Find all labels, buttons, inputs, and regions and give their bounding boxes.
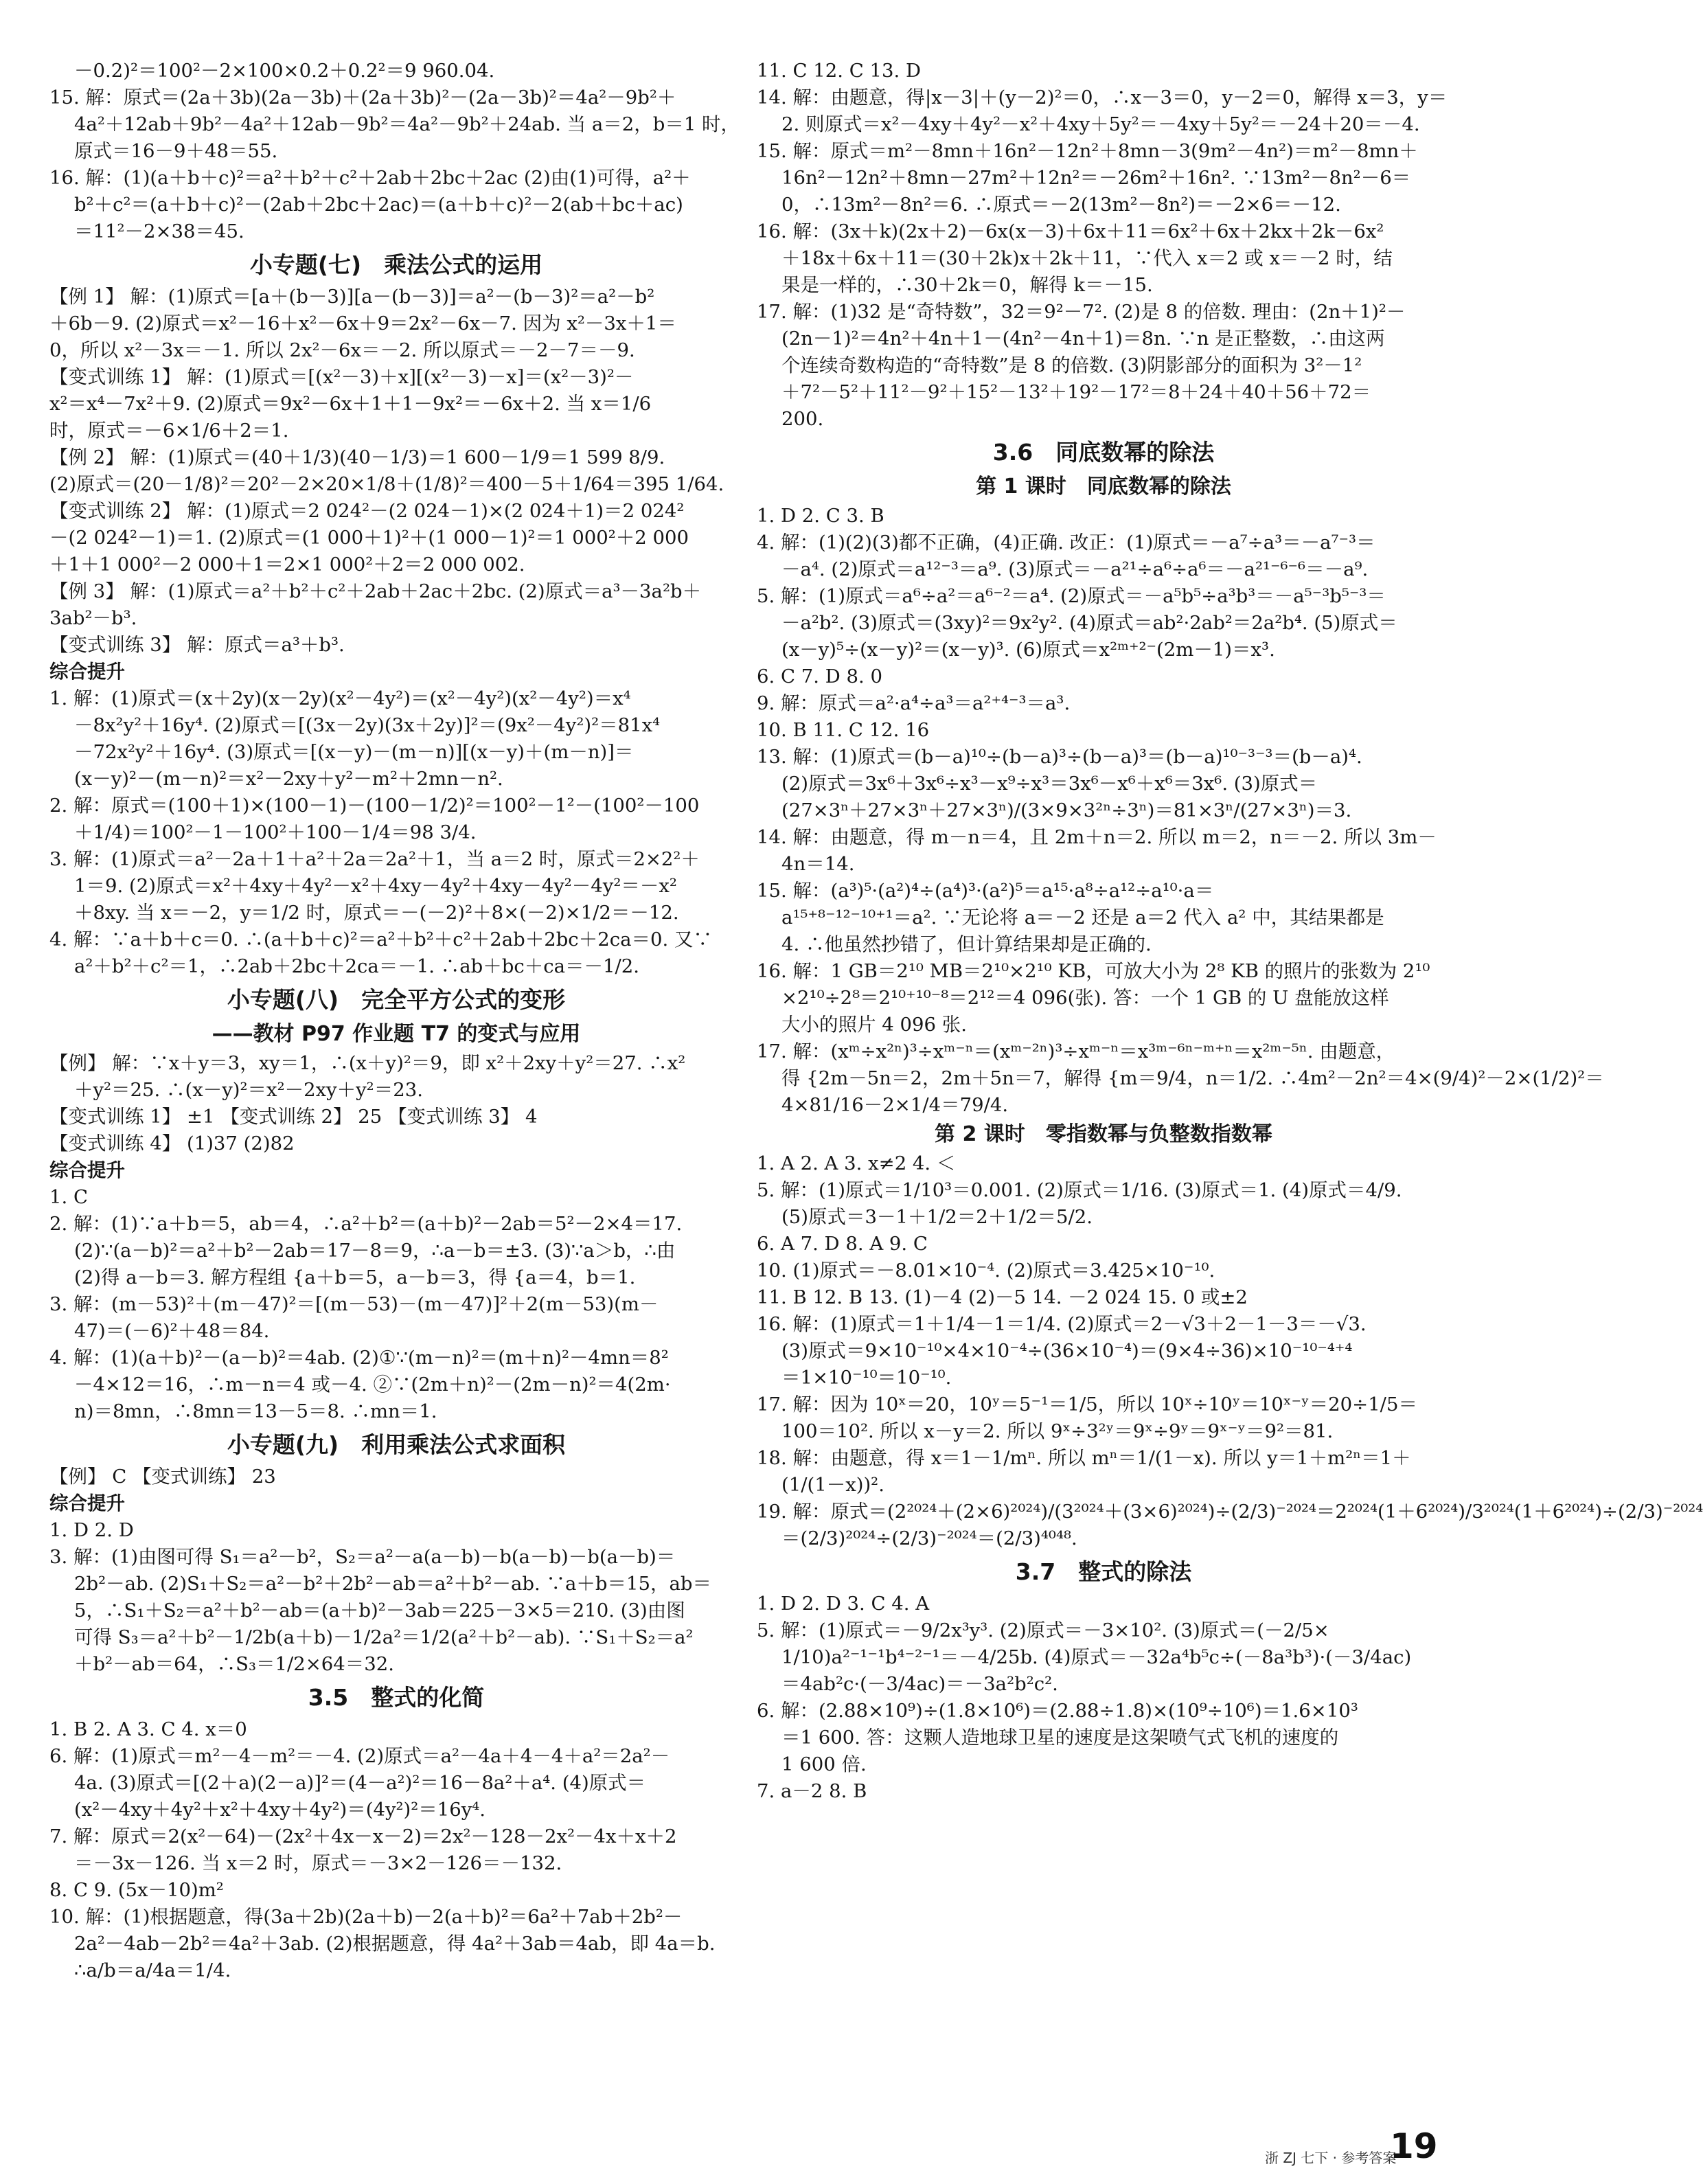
answer-line: 13. 解：(1)原式＝(b－a)¹⁰÷(b－a)³÷(b－a)³＝(b－a)¹⁰⁻³⁻³＝(b－a)⁴. [757,746,1362,768]
left-column [49,58,743,1984]
answer-line: a¹⁵⁺⁸⁻¹²⁻¹⁰⁺¹＝a². ∵无论将 a＝－2 还是 a＝2 代入 a² 中，其结果都是 [781,907,1384,929]
answer-line: ＝11²－2×38＝45. [74,220,244,242]
answer-line: 3. 解：(1)原式＝a²－2a＋1＋a²＋2a＝2a²＋1，当 a＝2 时，原式＝2×2²＋ [49,848,700,870]
answer-line: (x²－4xy＋4y²＋x²＋4xy＋4y²)＝(4y²)²＝16y⁴. [74,1799,486,1821]
answer-line: 4. 解：∵a＋b＋c＝0. ∴(a＋b＋c)²＝a²＋b²＋c²＋2ab＋2bc＋2ca＝0. 又∵ [49,929,712,951]
answer-line: 3ab²－b³. [49,607,137,629]
answer-line: ∴a/b＝a/4a＝1/4. [74,1959,231,1981]
right-column [757,58,1703,1805]
answer-line: 8. C 9. (5x－10)m² [49,1879,224,1901]
answer-line: ＋b²－ab＝64，∴S₃＝1/2×64＝32. [74,1653,395,1675]
lesson-title: 第 2 课时 零指数幂与负整数指数幂 [935,1122,1272,1146]
answer-line: 5，∴S₁＋S₂＝a²＋b²－ab＝(a＋b)²－3ab＝225－3×5＝210. (3)由图 [74,1600,685,1622]
answer-line: 47)＝(－6)²＋48＝84. [74,1320,270,1342]
answer-line: 15. 解：原式＝(2a＋3b)(2a－3b)＋(2a＋3b)²－(2a－3b)²＝4a²－9b²＋ [49,87,676,109]
answer-line: (x－y)⁵÷(x－y)²＝(x－y)³. (6)原式＝x²ᵐ⁺²⁻(2m－1)＝x³. [781,639,1275,661]
answer-line: 11. C 12. C 13. D [757,60,922,82]
answer-line: 1. B 2. A 3. C 4. x＝0 [49,1718,247,1740]
answer-line: 0，所以 x²－3x＝－1. 所以 2x²－6x＝－2. 所以原式＝－2－7＝－9. [49,339,635,361]
answer-line: 16n²－12n²＋8mn－27m²＋12n²＝－26m²＋16n². ∵13m²－8n²－6＝ [781,167,1411,189]
answer-line: 4a. (3)原式＝[(2＋a)(2－a)]²＝(4－a²)²＝16－8a²＋a⁴. (4)原式＝ [74,1772,646,1794]
answer-line: 1. D 2. C 3. B [757,505,884,527]
answer-line: －72x²y²＋16y⁴. (3)原式＝[(x－y)－(m－n)][(x－y)＋(m－n)]＝ [74,741,634,763]
answer-line: (x－y)²－(m－n)²＝x²－2xy＋y²－m²＋2mn－n². [74,768,503,790]
answer-line: 4. ∴他虽然抄错了，但计算结果却是正确的. [781,933,1152,955]
answer-line: 3. 解：(1)由图可得 S₁＝a²－b²，S₂＝a²－a(a－b)－b(a－b)－b(a－b)＝ [49,1546,676,1568]
answer-line: －a²b². (3)原式＝(3xy)²＝9x²y². (4)原式＝ab²·2ab²＝2a²b⁴. (5)原式＝ [781,612,1397,634]
answer-line: 果是一样的，∴30＋2k＝0，解得 k＝－15. [781,274,1153,296]
answer-line: 2. 解：原式＝(100＋1)×(100－1)－(100－1/2)²＝100²－1²－(100²－100 [49,795,700,817]
section-title: 3.6 同底数幂的除法 [992,439,1215,466]
section-subtitle: ——教材 P97 作业题 T7 的变式与应用 [212,1022,581,1046]
answer-line: ＝(2/3)²⁰²⁴÷(2/3)⁻²⁰²⁴＝(2/3)⁴⁰⁴⁸. [781,1527,1077,1549]
answer-line: ＝1×10⁻¹⁰＝10⁻¹⁰. [781,1367,952,1389]
answer-line: 【变式训练 2】 解：(1)原式＝2 024²－(2 024－1)×(2 024＋1)＝2 024² [49,500,685,522]
answer-line: 200. [781,408,824,430]
answer-line: 16. 解：(1)(a＋b＋c)²＝a²＋b²＋c²＋2ab＋2bc＋2ac (2)由(1)可得，a²＋ [49,167,691,189]
subheading: 综合提升 [49,1492,125,1514]
footer-label: 浙 ZJ 七下 · 参考答案 [1265,2150,1397,2166]
answer-line: 5. 解：(1)原式＝a⁶÷a²＝a⁶⁻²＝a⁴. (2)原式＝－a⁵b⁵÷a³b³＝－a⁵⁻³b⁵⁻³＝ [757,585,1386,607]
answer-line: 19. 解：原式＝(2²⁰²⁴＋(2×6)²⁰²⁴)/(3²⁰²⁴＋(3×6)²⁰²⁴)÷(2/3)⁻²⁰²⁴＝2²⁰²⁴(1＋6²⁰²⁴)/3²⁰²⁴(1＋6²⁰²⁴)÷(2/3)⁻²⁰²⁴ [757,1501,1703,1523]
answer-line: ＝－3x－126. 当 x＝2 时，原式＝－3×2－126＝－132. [74,1852,562,1874]
answer-line: 1. C [49,1186,89,1208]
section-title: 小专题(八) 完全平方公式的变形 [227,986,566,1013]
answer-line: 【例】 C 【变式训练】 23 [49,1466,276,1488]
answer-line: 14. 解：由题意，得|x－3|＋(y－2)²＝0，∴x－3＝0，y－2＝0，解得 x＝3，y＝ [757,87,1448,109]
answer-line: 1. A 2. A 3. x≠2 4. ＜ [757,1152,956,1174]
answer-line: ×2¹⁰÷2⁸＝2¹⁰⁺¹⁰⁻⁸＝2¹²＝4 096(张). 答：一个 1 GB 的 U 盘能放这样 [781,987,1389,1009]
answer-line: (27×3ⁿ＋27×3ⁿ＋27×3ⁿ)/(3×9×3²ⁿ÷3ⁿ)＝81×3ⁿ/(27×3ⁿ)＝3. [781,799,1352,821]
answer-line: 1. 解：(1)原式＝(x＋2y)(x－2y)(x²－4y²)＝(x²－4y²)(x²－4y²)＝x⁴ [49,687,631,709]
answer-line: －a⁴. (2)原式＝a¹²⁻³＝a⁹. (3)原式＝－a²¹÷a⁶÷a⁶＝－a²¹⁻⁶⁻⁶＝－a⁹. [781,558,1369,580]
answer-line: 大小的照片 4 096 张. [781,1014,967,1036]
answer-line: x²＝x⁴－7x²＋9. (2)原式＝9x²－6x＋1＋1－9x²＝－6x＋2. 当 x＝1/6 [49,393,652,415]
answer-line: 【例 3】 解：(1)原式＝a²＋b²＋c²＋2ab＋2ac＋2bc. (2)原式＝a³－3a²b＋ [49,580,702,602]
answer-line: 得 {2m－5n＝2，2m＋5n＝7，解得 {m＝9/4，n＝1/2. ∴4m²－2n²＝4×(9/4)²－2×(1/2)²＝ [781,1067,1604,1089]
answer-line: －8x²y²＋16y⁴. (2)原式＝[(3x－2y)(3x＋2y)]²＝(9x²－4y²)²＝81x⁴ [74,714,661,736]
answer-line: ＝4ab²c·(－3/4ac)＝－3a²b²c². [781,1673,1058,1695]
answer-line: 1. D 2. D [49,1519,134,1541]
answer-line: 【变式训练 1】 ±1 【变式训练 2】 25 【变式训练 3】 4 [49,1106,538,1128]
answer-line: －0.2)²＝100²－2×100×0.2＋0.2²＝9 960.04. [74,60,495,82]
answer-line: 11. B 12. B 13. (1)－4 (2)－5 14. －2 024 15. 0 或±2 [757,1286,1248,1308]
answer-line: (3)原式＝9×10⁻¹⁰×4×10⁻⁴÷(36×10⁻⁴)＝(9×4÷36)×10⁻¹⁰⁻⁴⁺⁴ [781,1340,1353,1362]
answer-line: 10. (1)原式＝－8.01×10⁻⁴. (2)原式＝3.425×10⁻¹⁰. [757,1260,1215,1282]
answer-line: 5. 解：(1)原式＝－9/2x³y³. (2)原式＝－3×10². (3)原式＝(－2/5× [757,1619,1329,1641]
answer-line: 17. 解：(1)32 是“奇特数”，32＝9²－7². (2)是 8 的倍数. 理由：(2n＋1)²－ [757,301,1406,323]
answer-line: 原式＝16－9＋48＝55. [74,140,278,162]
answer-line: 6. A 7. D 8. A 9. C [757,1233,928,1255]
answer-line: n)＝8mn，∴8mn＝13－5＝8. ∴mn＝1. [74,1400,437,1422]
answer-line: b²＋c²＝(a＋b＋c)²－(2ab＋2bc＋2ac)＝(a＋b＋c)²－2(ab＋bc＋ac) [74,194,683,216]
answer-line: 17. 解：因为 10ˣ＝20，10ʸ＝5⁻¹＝1/5，所以 10ˣ÷10ʸ＝10ˣ⁻ʸ＝20÷1/5＝ [757,1394,1417,1415]
answer-line: ＋1＋1 000²－2 000＋1＝2×1 000²＋2＝2 000 002. [49,554,525,576]
answer-line: (5)原式＝3－1＋1/2＝2＋1/2＝5/2. [781,1206,1093,1228]
answer-line: 个连续奇数构造的“奇特数”是 8 的倍数. (3)阴影部分的面积为 3²－1² [781,354,1362,376]
answer-line: (2)∵(a－b)²＝a²＋b²－2ab＝17－8＝9，∴a－b＝±3. (3)∵a＞b，∴由 [74,1240,676,1262]
answer-line: 4n＝14. [781,853,855,875]
answer-line: 4a²＋12ab＋9b²－4a²＋12ab－9b²＝4a²－9b²＋24ab. 当 a＝2，b＝1 时， [74,113,740,135]
answer-line: 14. 解：由题意，得 m－n＝4，且 2m＋n＝2. 所以 m＝2，n＝－2. 所以 3m－ [757,826,1437,848]
section-title: 3.5 整式的化简 [308,1684,485,1711]
answer-line: ＋8xy. 当 x＝－2，y＝1/2 时，原式＝－(－2)²＋8×(－2)×1/2＝－12. [74,902,679,924]
answer-line: (1/(1－x))². [781,1474,884,1496]
answer-line: 10. B 11. C 12. 16 [757,719,930,741]
lesson-title: 第 1 课时 同底数幂的除法 [976,475,1231,499]
answer-line: 2b²－ab. (2)S₁＋S₂＝a²－b²＋2b²－ab＝a²＋b²－ab. ∵a＋b＝15，ab＝ [74,1573,711,1595]
answer-line: 9. 解：原式＝a²·a⁴÷a³＝a²⁺⁴⁻³＝a³. [757,692,1071,714]
answer-line: 7. a－2 8. B [757,1780,867,1802]
answer-line: 16. 解：(1)原式＝1＋1/4－1＝1/4. (2)原式＝2－√3＋2－1－3＝－√3. [757,1313,1367,1335]
answer-line: 1＝9. (2)原式＝x²＋4xy＋4y²－x²＋4xy－4y²＋4xy－4y²－4y²＝－x² [74,875,677,897]
answer-line: 0，∴13m²－8n²＝6. ∴原式＝－2(13m²－8n²)＝－2×6＝－12. [781,194,1341,216]
subheading: 综合提升 [49,661,125,683]
answer-line: ＋y²＝25. ∴(x－y)²＝x²－2xy＋y²＝23. [74,1079,423,1101]
subheading: 综合提升 [49,1159,125,1181]
section-title: 小专题(九) 利用乘法公式求面积 [227,1431,566,1458]
answer-line: a²＋b²＋c²＝1，∴2ab＋2bc＋2ca＝－1. ∴ab＋bc＋ca＝－1/2. [74,955,640,977]
answer-line: 5. 解：(1)原式＝1/10³＝0.001. (2)原式＝1/16. (3)原式＝1. (4)原式＝4/9. [757,1179,1402,1201]
answer-line: ＋7²－5²＋11²－9²＋15²－13²＋19²－17²＝8＋24＋40＋56＋72＝ [781,381,1371,403]
answer-line: (2)得 a－b＝3. 解方程组 {a＋b＝5，a－b＝3，得 {a＝4，b＝1. [74,1266,636,1288]
answer-line: 4. 解：(1)(a＋b)²－(a－b)²＝4ab. (2)①∵(m－n)²＝(m＋n)²－4mn＝8² [49,1347,669,1369]
answer-line: 时，原式＝－6×1/6＋2＝1. [49,420,289,442]
answer-line: 可得 S₃＝a²＋b²－1/2b(a＋b)－1/2a²＝1/2(a²＋b²－ab). ∵S₁＋S₂＝a² [74,1626,694,1648]
answer-line: 6. 解：(1)原式＝m²－4－m²＝－4. (2)原式＝a²－4a＋4－4＋a²＝2a²－ [49,1745,670,1767]
answer-line: (2)原式＝(20－1/8)²＝20²－2×20×1/8＋(1/8)²＝400－5＋1/64＝395 1/64. [49,473,724,495]
section-title: 3.7 整式的除法 [1015,1558,1192,1585]
answer-line: (2n－1)²＝4n²＋4n＋1－(4n²－4n＋1)＝8n. ∵n 是正整数，∴由这两 [781,328,1385,350]
answer-line: ＋6b－9. (2)原式＝x²－16＋x²－6x＋9＝2x²－6x－7. 因为 x²－3x＋1＝ [49,312,676,334]
answer-line: 1. D 2. D 3. C 4. A [757,1593,930,1615]
answer-line: －4×12＝16，∴m－n＝4 或－4. ②∵(2m＋n)²－(2m－n)²＝4(2m· [74,1374,671,1396]
answer-line: －(2 024²－1)＝1. (2)原式＝(1 000＋1)²＋(1 000－1)²＝1 000²＋2 000 [49,527,689,549]
answer-line: 【例】 解：∵x＋y＝3，xy＝1，∴(x＋y)²＝9，即 x²＋2xy＋y²＝27. ∴x² [49,1052,686,1074]
answer-line: 1 600 倍. [781,1753,867,1775]
answer-line: 【例 2】 解：(1)原式＝(40＋1/3)(40－1/3)＝1 600－1/9＝1 599 8/9. [49,446,665,468]
answer-line: 7. 解：原式＝2(x²－64)－(2x²＋4x－x－2)＝2x²－128－2x²－4x＋x＋2 [49,1825,677,1847]
answer-line: 【变式训练 3】 解：原式＝a³＋b³. [49,634,345,656]
answer-line: 18. 解：由题意，得 x＝1－1/mⁿ. 所以 mⁿ＝1/(1－x). 所以 y＝1＋m²ⁿ＝1＋ [757,1447,1411,1469]
answer-line: ＝1 600. 答：这颗人造地球卫星的速度是这架喷气式飞机的速度的 [781,1727,1339,1749]
answer-line: 100＝10². 所以 x－y＝2. 所以 9ˣ÷3²ʸ＝9ˣ÷9ʸ＝9ˣ⁻ʸ＝9²＝81. [781,1420,1334,1442]
answer-line: 4. 解：(1)(2)(3)都不正确，(4)正确. 改正：(1)原式＝－a⁷÷a³＝－a⁷⁻³＝ [757,532,1375,554]
answer-line: 2. 解：(1)∵a＋b＝5，ab＝4，∴a²＋b²＝(a＋b)²－2ab＝5²－2×4＝17. [49,1213,683,1235]
answer-line: 15. 解：(a³)⁵·(a²)⁴÷(a⁴)³·(a²)⁵＝a¹⁵·a⁸÷a¹²÷a¹⁰·a＝ [757,880,1214,902]
answer-line: 15. 解：原式＝m²－8mn＋16n²－12n²＋8mn－3(9m²－4n²)＝m²－8mn＋ [757,140,1418,162]
answer-line: 2a²－4ab－2b²＝4a²＋3ab. (2)根据题意，得 4a²＋3ab＝4ab，即 4a＝b. [74,1933,716,1955]
answer-line: 16. 解：(3x＋k)(2x＋2)－6x(x－3)＋6x＋11＝6x²＋6x＋2kx＋2k－6x² [757,220,1384,242]
answer-line: 17. 解：(xᵐ÷x²ⁿ)³÷xᵐ⁻ⁿ＝(xᵐ⁻²ⁿ)³÷xᵐ⁻ⁿ＝x³ᵐ⁻⁶ⁿ⁻ᵐ⁺ⁿ＝x²ᵐ⁻⁵ⁿ. 由题意， [757,1040,1395,1062]
answer-line: 【变式训练 1】 解：(1)原式＝[(x²－3)＋x][(x²－3)－x]＝(x²－3)²－ [49,366,634,388]
answer-line: 10. 解：(1)根据题意，得(3a＋2b)(2a＋b)－2(a＋b)²＝6a²＋7ab＋2b²－ [49,1906,683,1928]
answer-line: 1/10)a²⁻¹⁻¹b⁴⁻²⁻¹＝－4/25b. (4)原式＝－32a⁴b⁵c÷(－8a³b³)·(－3/4ac) [781,1646,1412,1668]
answer-line: 16. 解：1 GB＝2¹⁰ MB＝2¹⁰×2¹⁰ KB，可放大小为 2⁸ KB 的照片的张数为 2¹⁰ [757,960,1430,982]
answer-line: 6. 解：(2.88×10⁹)÷(1.8×10⁶)＝(2.88÷1.8)×(10⁹÷10⁶)＝1.6×10³ [757,1700,1358,1722]
answer-line: ＋1/4)＝100²－1－100²＋100－1/4＝98 3/4. [74,821,477,843]
answer-line: 2. 则原式＝x²－4xy＋4y²－x²＋4xy＋5y²＝－4xy＋5y²＝－24＋20＝－4. [781,113,1420,135]
answer-line: 【变式训练 4】 (1)37 (2)82 [49,1133,295,1154]
answer-line: 6. C 7. D 8. 0 [757,666,883,687]
answer-line: (2)原式＝3x⁶＋3x⁶÷x³－x⁹÷x³＝3x⁶－x⁶＋x⁶＝3x⁶. (3)原式＝ [781,773,1318,795]
answer-line: ＋18x＋6x＋11＝(30＋2k)x＋2k＋11，∵代入 x＝2 或 x＝－2 时，结 [781,247,1393,269]
answer-line: 4×81/16－2×1/4＝79/4. [781,1094,1009,1116]
answer-line: 【例 1】 解：(1)原式＝[a＋(b－3)][a－(b－3)]＝a²－(b－3)²＝a²－b² [49,286,655,308]
page-number: 19 [1390,2126,1438,2166]
section-title: 小专题(七) 乘法公式的运用 [249,251,543,278]
answer-line: 3. 解：(m－53)²＋(m－47)²＝[(m－53)－(m－47)]²＋2(m－53)(m－ [49,1293,659,1315]
